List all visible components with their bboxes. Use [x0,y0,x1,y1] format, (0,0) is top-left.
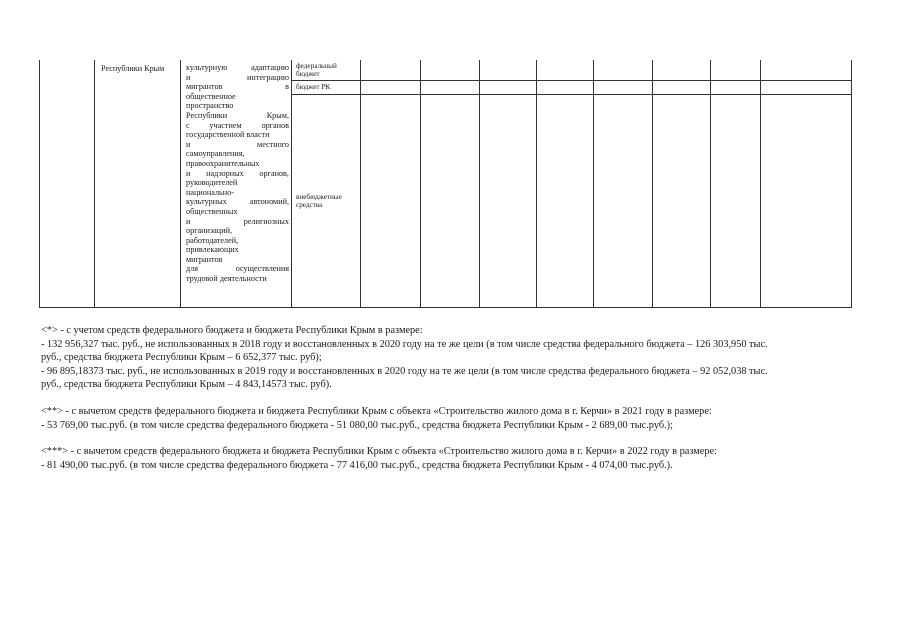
measure-word: и [186,216,191,226]
measure-word: общественных [186,206,238,216]
measure-word: работодателей, [186,235,239,245]
measure-line [186,111,289,121]
measure-line [186,82,289,92]
measure-line [186,188,289,198]
source-extrabudgetary: внебюджетные средства [296,193,342,210]
table-column-divider [593,60,594,308]
table-column-divider [652,60,653,308]
measure-word: автономий, [249,197,289,207]
measure-word: общественное [186,91,236,101]
measure-word: организаций, [186,226,233,236]
measure-word: религиозных [243,216,289,226]
measure-word: руководителей [186,178,238,188]
measure-word: культурную [186,63,228,72]
measure-line [186,207,289,217]
measure-line [186,73,289,83]
footnote-2-line: - 53 769,00 тыс.руб. (в том числе средства федерального бюджета - 51 080,00 тыс.руб., средства бюджета Республики Крым - 2 689,00 тыс.руб.); [41,419,673,431]
measure-line [186,101,289,111]
table-column-divider [360,60,361,308]
measure-word: мигрантов [186,254,223,264]
footnote-3-heading: <***> - с вычетом средств федерального бюджета и бюджета Республики Крым с объекта «Строительство жилого дома в г. Керчи» в 2022 году в размере: [41,446,717,458]
measure-word: адаптацию [251,63,289,72]
footnote-1-line: - 132 956,327 тыс. руб., не использованных в 2018 году и восстановленных в 2020 году на те же цели (в том числе средства федерального бюджета – 126 303,950 тыс. [41,338,768,350]
footnote-1-heading: <*> - с учетом средств федерального бюджета и бюджета Республики Крым в размере: [41,325,423,336]
measure-word: самоуправления, [186,149,245,159]
source-rk-budget: бюджет РК [296,83,331,91]
measure-word: Республики [186,110,228,120]
table-column-divider [760,60,761,308]
measure-word: органов, [259,168,289,178]
measure-line [186,121,289,131]
measure-line [186,255,289,265]
measure-line [186,264,289,274]
budget-table [39,60,852,308]
measure-word: и [186,72,191,82]
measure-word: культурных [186,197,227,207]
measure-word: привлекающих [186,245,239,255]
measure-line [186,197,289,207]
measure-word: Крым, [266,110,289,120]
measure-word: пространство [186,101,234,111]
table-column-divider [536,60,537,308]
table-row-divider [291,94,851,95]
footnote-1-line: - 96 895,18373 тыс. руб., не использованных в 2019 году и восстановленных в 2020 году на те же цели (в том числе средства федерального бюджета – 92 052,038 тыс. [41,365,768,377]
table-border-bottom [39,307,852,308]
measure-word: надзорных [206,168,244,178]
measure-line [186,169,289,179]
table-border-left [39,60,40,308]
table-column-divider [479,60,480,308]
measure-word: осуществления [235,264,289,274]
measure-line [186,130,289,140]
measure-line [186,149,289,159]
measure-line [186,245,289,255]
footnote-1-line: руб., средства бюджета Республики Крым – 6 652,377 тыс. руб); [41,352,322,364]
footnote-2-heading: <**> - с вычетом средств федерального бюджета и бюджета Республики Крым с объекта «Строительство жилого дома в г. Керчи» в 2021 году в размере: [41,405,712,417]
measure-line [186,178,289,188]
measure-line [186,92,289,102]
measure-word: трудовой деятельности [186,274,267,284]
measure-word: и [186,168,191,178]
measure-word: правоохранительных [186,158,260,168]
measure-word: интеграцию [247,72,289,82]
measure-word: национально- [186,187,234,197]
measure-word: для [186,264,199,274]
footnotes [41,324,853,472]
measure-word: местного [257,139,289,149]
measure-line [186,159,289,169]
table-column-divider [180,60,181,308]
measure-word: органов [261,120,289,130]
measure-word: мигрантов [186,82,223,92]
table-border-right [851,60,852,308]
table-column-divider [420,60,421,308]
region-cell: Республики Крым [101,64,165,73]
table-column-divider [710,60,711,308]
measure-word: участием [209,120,242,130]
measure-word: с [186,120,190,130]
measure-line [186,63,289,73]
measure-line [186,140,289,150]
measure-word: государственной власти [186,130,270,140]
footnote-1-line: руб., средства бюджета Республики Крым – 4 843,14573 тыс. руб). [41,379,332,391]
measure-word: в [285,82,289,92]
measure-line [186,217,289,227]
footnote-3-line: - 81 490,00 тыс.руб. (в том числе средства федерального бюджета - 77 416,00 тыс.руб., средства бюджета Республики Крым - 4 074,00 тыс.руб.). [41,459,673,471]
measure-line [186,274,289,284]
measure-description-cell [186,63,289,284]
measure-word: и [186,139,191,149]
table-column-divider [291,60,292,308]
source-federal-budget: федеральный бюджет [296,62,337,79]
measure-line [186,226,289,236]
measure-line [186,236,289,246]
table-row-divider [291,80,851,81]
table-column-divider [94,60,95,308]
